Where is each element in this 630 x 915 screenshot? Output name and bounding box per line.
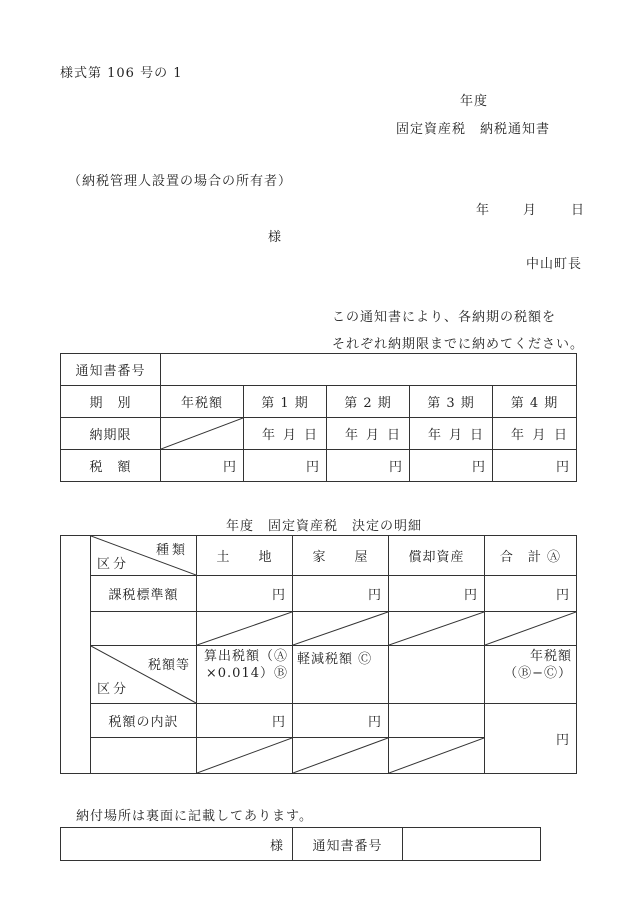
assessment-total-yen: 円	[485, 576, 577, 612]
assessment-land-yen: 円	[197, 576, 293, 612]
breakdown-blank-label	[91, 738, 197, 774]
assessment-label: 課税標準額	[91, 576, 197, 612]
breakdown-title: 年度 固定資産税 決定の明細	[226, 519, 423, 534]
type-header-row	[61, 536, 577, 576]
annual-tax-label: 年税額	[161, 386, 244, 418]
period-header-row	[61, 386, 577, 418]
deadline-period-2: 年 月 日	[327, 418, 410, 450]
tax-category-header	[91, 646, 197, 704]
annual-tax-formula: 年税額（Ⓑ−Ⓒ）	[485, 646, 577, 704]
assessment-depreciable-yen: 円	[389, 576, 485, 612]
period-2-label: 第 2 期	[327, 386, 410, 418]
period-3-label: 第 3 期	[410, 386, 493, 418]
tax-amount-label: 税 額	[61, 450, 161, 482]
notice-number-value	[161, 354, 577, 386]
footer-row	[61, 828, 541, 861]
notice-number-label: 通知書番号	[61, 354, 161, 386]
period-1-label: 第 1 期	[244, 386, 327, 418]
footer-notice-number-value	[403, 828, 541, 861]
blank-diagonal-4	[485, 612, 577, 646]
reduced-tax-label: 軽減税額 Ⓒ	[293, 646, 389, 704]
deadline-period-1: 年 月 日	[244, 418, 327, 450]
tax-category-label: 区分	[97, 682, 130, 697]
breakdown-label: 税額の内訳	[91, 704, 197, 738]
notice-table	[60, 353, 577, 482]
breakdown-row	[61, 704, 577, 738]
date-month-label: 月	[523, 203, 538, 218]
date-year-label: 年	[476, 203, 491, 218]
message-line-2: それぞれ納期限までに納めてください。	[332, 337, 585, 352]
footer-notice-number-label: 通知書番号	[293, 828, 403, 861]
owner-note: （納税管理人設置の場合の所有者）	[68, 174, 293, 189]
deadline-label: 納期限	[61, 418, 161, 450]
breakdown-depreciable-cell	[389, 704, 485, 738]
breakdown-diagonal-1	[197, 738, 293, 774]
tax-etc-label: 税額等	[147, 658, 190, 673]
blank-diagonal-1	[197, 612, 293, 646]
period-4-label: 第 4 期	[493, 386, 577, 418]
fiscal-year-label: 年度	[460, 94, 489, 109]
assessment-house-yen: 円	[293, 576, 389, 612]
tax-amount-row	[61, 450, 577, 482]
footer-table	[60, 827, 541, 861]
period-2-yen: 円	[327, 450, 410, 482]
column-total: 合 計 Ⓐ	[485, 536, 577, 576]
deadline-period-3: 年 月 日	[410, 418, 493, 450]
period-4-yen: 円	[493, 450, 577, 482]
blank-label-cell	[91, 612, 197, 646]
date-day-label: 日	[571, 203, 586, 218]
message-line-1: この通知書により、各納期の税額を	[332, 310, 557, 325]
payment-note: 納付場所は裏面に記載してあります。	[76, 809, 313, 824]
issuer: 中山町長	[526, 257, 583, 272]
deadline-row	[61, 418, 577, 450]
column-house: 家 屋	[293, 536, 389, 576]
breakdown-land-yen: 円	[197, 704, 293, 738]
blank-row	[61, 612, 577, 646]
assessment-row	[61, 576, 577, 612]
deadline-period-4: 年 月 日	[493, 418, 577, 450]
blank-diagonal-2	[293, 612, 389, 646]
deadline-annual-diagonal	[161, 418, 244, 450]
column-land: 土 地	[197, 536, 293, 576]
column-depreciable: 償却資産	[389, 536, 485, 576]
depreciable-tax-cell	[389, 646, 485, 704]
annual-tax-total-yen: 円	[485, 704, 577, 774]
breakdown-diagonal-2	[293, 738, 389, 774]
tax-header-row	[61, 646, 577, 704]
blank-diagonal-3	[389, 612, 485, 646]
recipient-honorific: 様	[268, 230, 283, 245]
type-category-header	[91, 536, 197, 576]
category-label: 区分	[97, 557, 130, 572]
left-margin-cell	[61, 536, 91, 774]
breakdown-table	[60, 535, 577, 774]
period-label: 期 別	[61, 386, 161, 418]
form-id: 様式第 106 号の 1	[60, 66, 183, 81]
notice-number-row	[61, 354, 577, 386]
document-title: 固定資産税 納税通知書	[396, 122, 551, 137]
period-1-yen: 円	[244, 450, 327, 482]
footer-honorific: 様	[61, 828, 293, 861]
type-label: 種類	[155, 543, 188, 558]
annual-tax-yen: 円	[161, 450, 244, 482]
breakdown-diagonal-3	[389, 738, 485, 774]
breakdown-house-yen: 円	[293, 704, 389, 738]
computed-tax-label: 算出税額（Ⓐ×0.014）Ⓑ	[197, 646, 293, 704]
period-3-yen: 円	[410, 450, 493, 482]
